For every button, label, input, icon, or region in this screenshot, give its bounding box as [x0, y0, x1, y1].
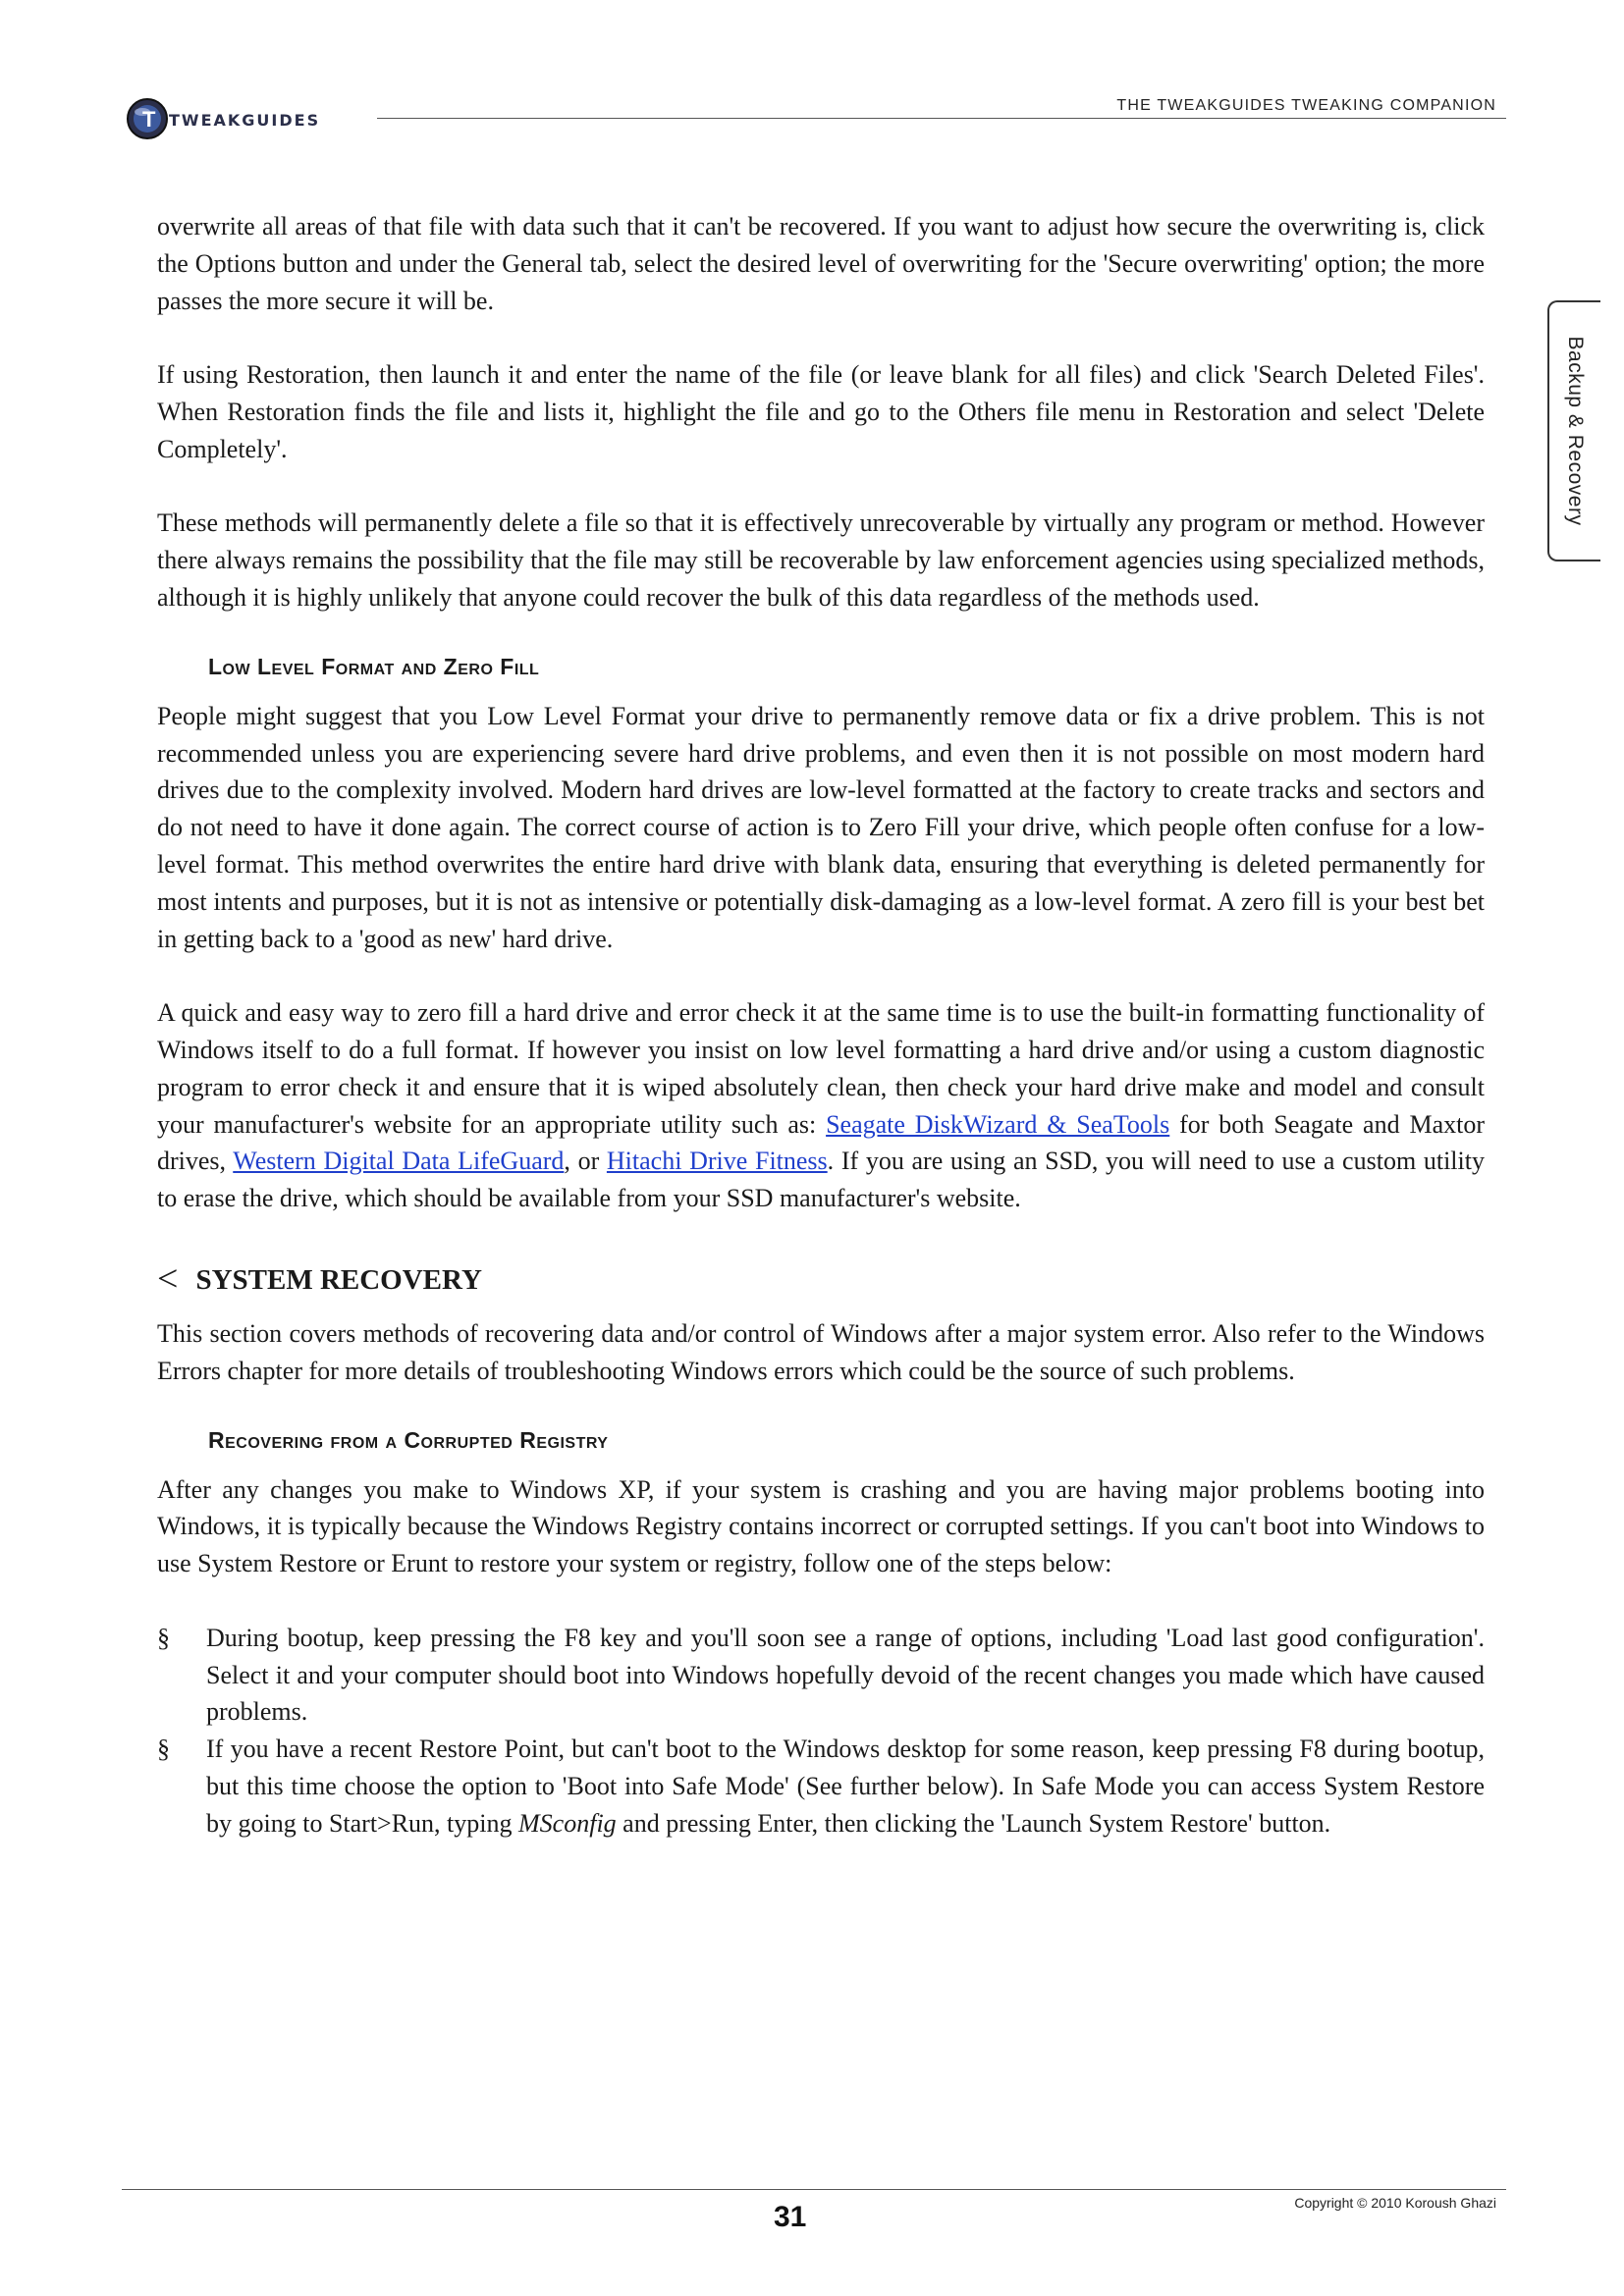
side-tab-label: Backup & Recovery [1564, 336, 1587, 526]
list-item [157, 1620, 1485, 1731]
copyright-notice: Copyright © 2010 Koroush Ghazi [1294, 2195, 1496, 2211]
section-title: SYSTEM RECOVERY [195, 1264, 482, 1297]
link-western-digital-data-lifeguard[interactable]: Western Digital Data LifeGuard [233, 1147, 565, 1176]
header-title: THE TWEAKGUIDES TWEAKING COMPANION [1116, 97, 1496, 114]
paragraph-permanent-delete: These methods will permanently delete a file so that it is effectively unrecoverable by virtually any program or method. However there always remains the possibility that the file may still be recoverable by law enforcement agencies using specialized methods, although it is highly unlikely that anyone could recover the bulk of this data regardless of the methods used. [157, 508, 1485, 612]
section-sign-bullet-icon: § [157, 1735, 170, 1764]
page-content [157, 208, 1485, 1842]
link-seagate-diskwizard-seatools[interactable]: Seagate DiskWizard & SeaTools [826, 1109, 1170, 1139]
bullet-list [157, 1620, 1485, 1842]
paragraph-corrupted-registry: After any changes you make to Windows XP, if your system is crashing and you are having major problems booting into Windows, it is typically because the Windows Registry contains incorrect or corrupted settings. If you can't boot into Windows to use System Restore or Erunt to restore your system or registry, follow one of the steps below: [157, 1474, 1485, 1578]
paragraph-secure-overwriting: overwrite all areas of that file with data such that it can't be recovered. If you want to adjust how secure the overwriting is, click the Options button and under the General tab, select the desired level of overwriting for the 'Secure overwriting' option; the more passes the more secure it will be. [157, 212, 1485, 315]
section-sign-bullet-icon: § [157, 1623, 170, 1652]
tweakguides-logo [124, 94, 359, 143]
subheading-corrupted-registry: Recovering from a Corrupted Registry [208, 1426, 609, 1453]
paragraph-zero-fill-utilities: A quick and easy way to zero fill a hard drive and error check it at the same time is to use the built-in formatting functionality of Windows itself to do a full format. If however you insist on low level formatting a hard drive and/or using a custom diagnostic program to error check it and ensure that it is wiped absolutely clean, then check your hard drive make and model and consult your manufacturer's website for an appropriate utility such as: Seagate DiskWizard & SeaTools for both Seagate and Maxtor drives, Western Digital Data LifeGuard, or Hitachi Drive Fitness. If you are using an SSD, you will need to use a custom utility to erase the drive, which should be available from your SSD manufacturer's website. [157, 998, 1485, 1213]
list-item [157, 1731, 1485, 1842]
bullet-text: During bootup, keep pressing the F8 key and you'll soon see a range of options, including 'Load last good configuration'. Select it and your computer should boot into Windows hopefully devoid of the recent changes you made which have caused problems. [206, 1623, 1485, 1727]
paragraph-restoration: If using Restoration, then launch it and enter the name of the file (or leave blank for all files) and click 'Search Deleted Files'. When Restoration finds the file and lists it, highlight the file and go to the Others file menu in Restoration and select 'Delete Completely'. [157, 360, 1485, 463]
msconfig-italic: MSconfig [518, 1808, 617, 1838]
bullet-text: If you have a recent Restore Point, but can't boot to the Windows desktop for some reason, keep pressing F8 during bootup, but this time choose the option to 'Boot into Safe Mode' (See further below). In Safe Mode you can access System Restore by going to Start>Run, typing MSconfig and pressing Enter, then clicking the 'Launch System Restore' button. [206, 1735, 1485, 1838]
section-heading-system-recovery [157, 1257, 1485, 1300]
paragraph-system-recovery-intro: This section covers methods of recovering data and/or control of Windows after a major system error. Also refer to the Windows Errors chapter for more details of troubleshooting Windows errors which could be the source of such problems. [157, 1318, 1485, 1385]
paragraph-low-level-format: People might suggest that you Low Level Format your drive to permanently remove data or fix a drive problem. This is not recommended unless you are experiencing severe hard drive problems, and even then it is not possible on most modern hard drives due to the complexity involved. Modern hard drives are low-level formatted at the factory to create tracks and sectors and do not need to have it done again. The correct course of action is to Zero Fill your drive, which people often confuse for a low-level format. This method overwrites the entire hard drive with blank data, ensuring that everything is deleted permanently for most intents and purposes, but it is not as intensive or potentially disk-damaging as a low-level format. A zero fill is your best bet in getting back to a 'good as new' hard drive. [157, 701, 1485, 953]
side-tab-backup-recovery [1547, 300, 1600, 561]
svg-text:T: T [142, 107, 156, 132]
header-rule [377, 118, 1506, 119]
logo-text: TWEAKGUIDES [169, 111, 321, 130]
page-number: 31 [774, 2201, 807, 2233]
subheading-low-level-format: Low Level Format and Zero Fill [208, 653, 540, 679]
link-hitachi-drive-fitness[interactable]: Hitachi Drive Fitness [606, 1147, 828, 1176]
chevron-left-icon: < [157, 1257, 179, 1300]
footer-rule [122, 2189, 1506, 2190]
